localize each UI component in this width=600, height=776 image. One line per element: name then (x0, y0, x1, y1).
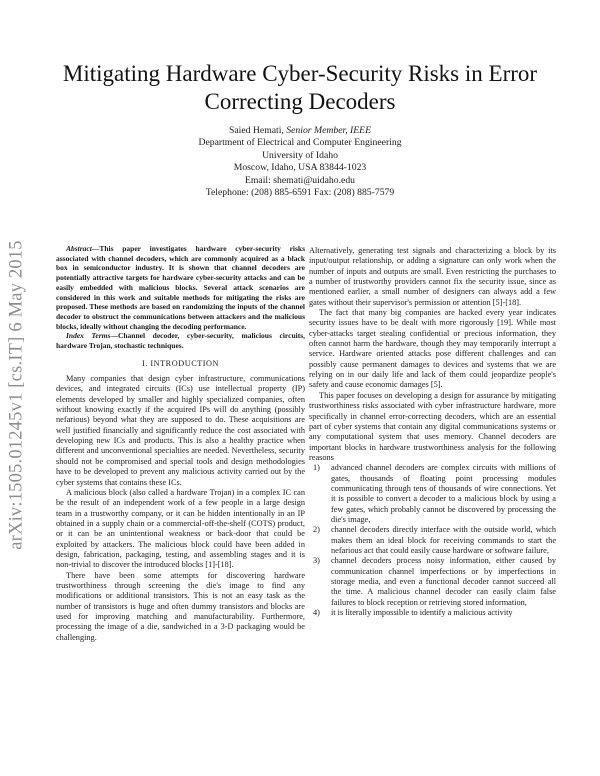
author-block (100, 125, 500, 199)
list-item (309, 525, 556, 556)
author-name: Saied Hemati, (228, 125, 284, 136)
abstract (56, 244, 305, 331)
list-item-number: 2) (313, 525, 320, 535)
arxiv-identifier: arXiv:1505.01245v1 [cs.IT] 6 May 2015 (6, 240, 27, 550)
author-address: Moscow, Idaho, USA 83844-1023 (233, 162, 367, 174)
list-item-text: advanced channel decoders are complex circuits with millions of gates, thousands of floating point processing modules communicating through tens of thousands of wire connections. Yet it is possible to convert a decoder to a malicious block by using a few gates, which probably cannot be discovered by processing the die's image, (331, 463, 556, 524)
list-item-text: channel decoders process noisy information, either caused by communication channel imperfections or by imperfections in storage media, and even a functional decoder cannot succeed all the time. A malicious channel decoder can easily claim false failures to block reception or retrieving stored information, (331, 556, 556, 607)
title-line-1: Mitigating Hardware Cyber-Security Risks in Error (62, 61, 538, 86)
section-title-initial: I (150, 358, 154, 368)
paragraph: A malicious block (also called a hardware Trojan) in a complex IC can be the result of an independent work of a few people in a large design team in a trustworthy company, or it can be hidden intentionally in an IP obtained in a supply chain or a commercial-off-the-shelf (COTS) product, or it can be an unintentional weakness or back-door that could be exploited by attackers. The malicious block could have been added in design, fabrication, packaging, testing, and assembling stages and it is non-trivial to discover the introduced blocks [1]-[18]. (56, 487, 305, 570)
list-item (309, 463, 556, 525)
list-item-text: channel decoders directly interface with the outside world, which makes them an ideal block for receiving commands to start the nefarious act that could easily cause hardware or software failure, (331, 525, 556, 555)
left-column (56, 244, 305, 643)
title-line-2: Correcting Decoders (204, 89, 396, 114)
list-item-text: it is literally impossible to identify a malicious activity (331, 608, 513, 618)
list-item (309, 556, 556, 608)
paragraph: The fact that many big companies are hacked every year indicates security issues have to be dealt with more rigorously [19]. While most cyber-attacks target stealing confidential or precious information, they often cannot harm the hardware, though they may temporarily interrupt a service. Hardware oriented attacks pose different challenges and can possibly cause permanent damages to devices and systems that we are relying on in our daily life and lack of them could jeopardize people's safety and cause economic damages [5]. (309, 308, 556, 390)
abstract-lead: Abstract (66, 244, 92, 253)
paper-title (40, 60, 560, 116)
section-heading-introduction (56, 359, 305, 369)
list-item-number: 4) (313, 608, 320, 618)
author-phone: Telephone: (208) 885-6591 Fax: (208) 885-7579 (205, 187, 395, 199)
section-title-rest: NTRODUCTION (153, 358, 220, 368)
list-item-number: 3) (313, 556, 320, 566)
right-column (309, 246, 556, 618)
index-terms-lead: Index Terms (66, 331, 111, 341)
list-item (309, 608, 556, 618)
paragraph: There have been some attempts for discovering hardware trustworthiness through screening the die's image to find any modifications or additional transistors. This is not an easy task as the number of transistors is huge and often dummy transistors and blocks are used for improving matching and manufacturability. Furthermore, processing the image of a die, sandwiched in a 3-D packaging would be challenging. (56, 570, 305, 642)
paragraph: Many companies that design cyber infrastructure, communications devices, and integrated circuits (ICs) use intellectual property (IP) elements developed by smaller and highly specialized companies, often without knowing exactly if the acquired IPs will do anything (possibly nefarious) beyond what they are supposed to do. These acquisitions are well justified financially and significantly reduce the cost associated with developing new ICs and products. This is also a healthy practice when different and unconventional specialties are needed. Nevertheless, security should not be compromised and special tools and design methodologies have to be developed to prevent any malicious activity carried out by the cyber systems that contains these ICs. (56, 374, 305, 487)
author-university: University of Idaho (262, 149, 338, 161)
author-role: Senior Member, IEEE (286, 125, 372, 136)
index-terms (56, 331, 305, 350)
arxiv-side-stamp (5, 210, 29, 580)
reasons-list (309, 463, 556, 618)
section-numeral: I. (141, 358, 148, 368)
author-name-line (100, 125, 500, 137)
paragraph: This paper focuses on developing a design for assurance by mitigating trustworthiness risks associated with cyber infrastructure hardware, more specifically in channel error-correcting decoders, which are an essential part of cyber systems that contain any digital communications systems or any computational system that uses memory. Channel decoders are important blocks in hardware trustworthiness analysis for the following reasons (309, 390, 556, 462)
abstract-text: —This paper investigates hardware cyber-security risks associated with channel decoders, which are commonly acquired as a black box in semiconductor industry. It is shown that channel decoders are potentially attractive targets for hardware cyber-security attacks and can be easily embedded with malicious blocks. Several attack scenarios are considered in this work and suitable methods for mitigating the risks are proposed. These methods are based on randomizing the inputs of the channel decoder to obstruct the communications between attackers and the malicious blocks, ideally without changing the decoding performance. (56, 244, 305, 331)
author-email: Email: shemati@uidaho.edu (244, 174, 356, 186)
index-terms-text: —Channel decoder, cyber-security, malicious circuits, hardware Trojan, stochastic techniques. (56, 331, 305, 351)
author-department: Department of Electrical and Computer Engineering (198, 137, 402, 149)
paragraph: Alternatively, generating test signals and characterizing a block by its input/output relationship, or adding a signature can only work when the number of inputs and outputs are small. Even restricting the purchases to a number of trustworthy providers cannot fix the security issue, since as mentioned earlier, a small number of designers can always add a few gates without their supervisor's permission or attention [5]-[18]. (309, 246, 556, 307)
list-item-number: 1) (313, 463, 320, 473)
